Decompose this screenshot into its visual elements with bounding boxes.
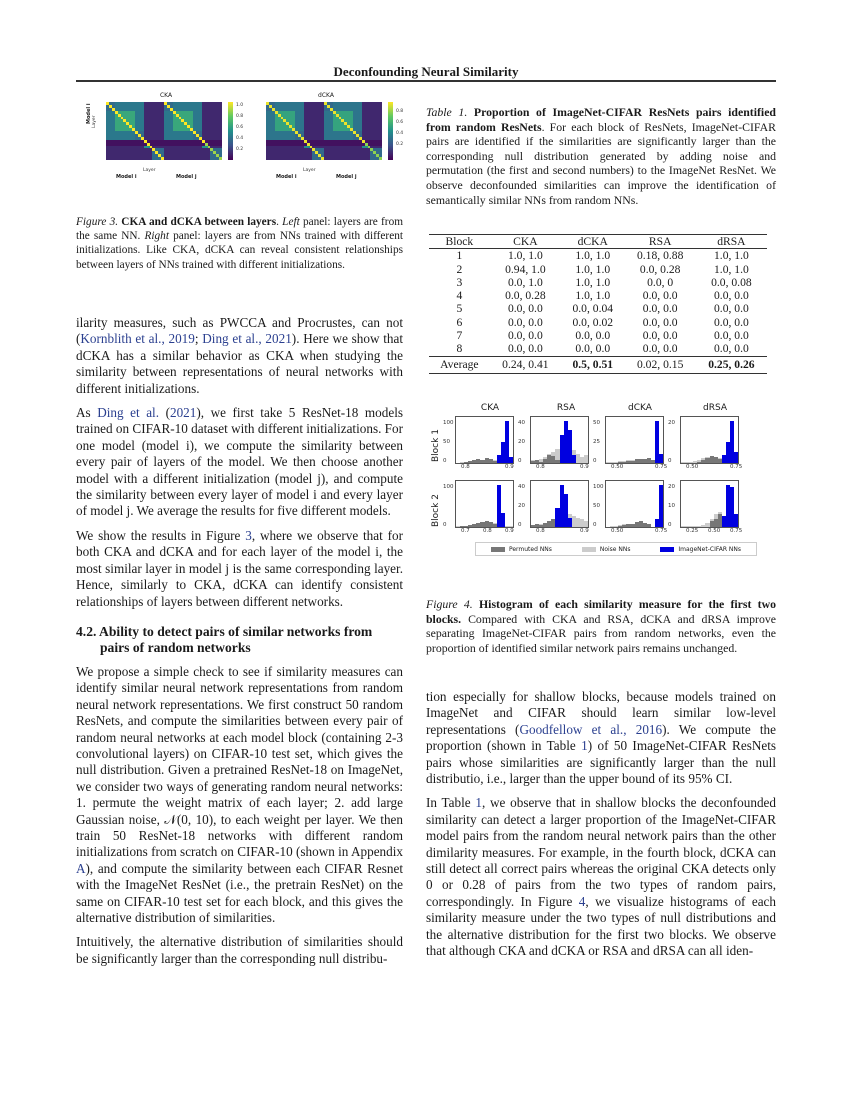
histogram-panel xyxy=(530,480,589,528)
heatmap-title: dCKA xyxy=(318,92,334,99)
table-row: 2 0.94, 1.0 1.0, 1.0 0.0, 0.28 1.0, 1.0 xyxy=(456,262,749,276)
paragraph: In Table 1, we observe that in shallow blocks the deconfounded similarity can detect a larger proportion of the ImageNet-CIFAR model pairs from the random neural network pairs than the other dimilarity measures. For example, in the fourth block, dCKA can still detect all correct pairs whereas the original CKA detects only 0 or 0.28 of pairs from the two types of random pairs, correspondingly. In Figure 4, we visualize histograms of each similarity measure under the two types of null distributions and the alternative distribution for the first two blocks. We observe that although CKA and dCKA or RSA and dRSA can all iden- xyxy=(426,795,777,959)
x-tick-label: 0.9 xyxy=(505,528,514,534)
column-title: dCKA xyxy=(628,403,652,413)
swatch xyxy=(582,547,596,552)
y-axis-label-layer: Layer xyxy=(92,115,97,128)
left-column-body xyxy=(76,315,403,975)
dcka-heatmap xyxy=(266,102,382,160)
y-tick-label: 0 xyxy=(518,522,522,528)
y-tick-label: 100 xyxy=(443,420,454,426)
histogram-panel xyxy=(530,416,589,464)
y-tick-label: 25 xyxy=(593,439,600,445)
table-row: 3 0.0, 1.0 1.0, 1.0 0.0, 0 0.0, 0.08 xyxy=(456,275,752,289)
colorbar xyxy=(388,102,393,160)
table-row: 7 0.0, 0.0 0.0, 0.0 0.0, 0.0 0.0, 0.0 xyxy=(456,329,749,343)
y-tick-label: 40 xyxy=(518,420,525,426)
y-tick-label: 100 xyxy=(443,484,454,490)
y-tick-label: 50 xyxy=(593,503,600,509)
x-axis-label: Layer xyxy=(303,168,316,173)
x-axis-label-model-i: Model i xyxy=(116,174,137,180)
heatmap-panel-cka xyxy=(88,92,253,187)
y-tick-label: 10 xyxy=(668,503,675,509)
table-ref-link[interactable]: 1 xyxy=(581,738,588,754)
running-header: Deconfounding Neural Similarity xyxy=(333,64,519,79)
y-tick-label: 50 xyxy=(443,439,450,445)
y-tick-label: 0 xyxy=(443,458,447,464)
figure-4-caption: Figure 4. Histogram of each similarity measure for the first two blocks. Compared with CKA and RSA, dCKA and dRSA improve separating ImageNet-CIFAR pairs from random networks, even the proportion of identified similar network pairs remains unchanged. xyxy=(426,597,777,655)
table-average-row: Average 0.24, 0.41 0.5, 0.51 0.02, 0.15 0.25, 0.26 xyxy=(429,356,767,373)
table-header-row: Block CKA dCKA RSA dRSA xyxy=(429,235,767,249)
x-tick-label: 0.7 xyxy=(461,528,470,534)
citation-link[interactable]: Kornblith et al., 2019 xyxy=(80,331,195,347)
paragraph: Intuitively, the alternative distribution of similarities should be significantly larger than the corresponding null distribu- xyxy=(76,934,403,966)
y-tick-label: 0 xyxy=(668,458,672,464)
x-tick-label: 0.9 xyxy=(580,528,589,534)
x-tick-label: 0.50 xyxy=(686,464,699,470)
section-heading: 4.2. Ability to detect pairs of similar networks from pairs of random networks xyxy=(76,623,373,655)
column-title: RSA xyxy=(556,403,576,413)
paragraph: We show the results in Figure 3, where we observe that for both CKA and dCKA and for each layer of the model i, the most similar layer in model j is the same corresponding layer. Hence, similarly to CKA, dCKA can identify consistent relationships of layers between different networks. xyxy=(76,527,403,609)
legend-item-noise: Noise NNs xyxy=(582,546,631,553)
citation-link[interactable]: Goodfellow et al., 2016 xyxy=(519,721,663,737)
x-tick-label: 0.75 xyxy=(655,464,668,470)
x-tick-label: 0.50 xyxy=(708,528,721,534)
y-tick-label: 0 xyxy=(443,522,447,528)
x-tick-label: 0.8 xyxy=(483,528,492,534)
y-axis-label-model: Model i xyxy=(86,103,92,124)
y-tick-label: 40 xyxy=(518,484,525,490)
x-tick-label: 0.50 xyxy=(611,528,624,534)
y-tick-label: 20 xyxy=(518,503,525,509)
x-tick-label: 0.25 xyxy=(686,528,699,534)
paragraph: tion especially for shallow blocks, because models trained on ImageNet and CIFAR should learn similar low-level representations (Goodfellow et al., 2016). We compute the proportion (shown in Table 1) of 50 ImageNet-CIFAR ResNets pairs whose similarities are significantly larger than the null distributio, i.e., larger than the upper bound of its 95% CI. xyxy=(426,689,777,787)
y-tick-label: 0 xyxy=(593,522,597,528)
y-tick-label: 20 xyxy=(668,484,675,490)
y-tick-label: 50 xyxy=(593,420,600,426)
histogram-panel xyxy=(455,416,514,464)
cka-heatmap xyxy=(106,102,222,160)
paragraph: As Ding et al. (2021), we first take 5 ResNet-18 models trained on CIFAR-10 dataset with different initializations. For one model (model i), we compute the similarity between every pair of layers of the model. We then choose another model with a different initialization (model j), and compute the similarity between every layer of model i and every layer of model j. We average the results for five different models. xyxy=(76,405,403,519)
swatch xyxy=(660,547,674,552)
y-tick-label: 0 xyxy=(518,458,522,464)
citation-year-link[interactable]: 2021 xyxy=(169,405,197,421)
colorbar-ticks: 0.8 0.6 0.4 0.2 xyxy=(396,109,404,147)
histogram-panel xyxy=(605,416,664,464)
heatmap-title: CKA xyxy=(159,92,173,99)
x-axis-label: Layer xyxy=(143,168,156,173)
paragraph: We propose a simple check to see if similarity measures can identify similar neural network representations from random neural network representations. We first construct 50 random ResNets, and compute the similarities between every pair of random neural networks at each model block (containing 2-3 convolutional layers) on CIFAR-10 test set, which gives the null distribution. Given a pretrained ResNet-18 on ImageNet, we consider two ways of generating random neural networks: 1. permute the weight matrix of each layer; 2. add large Gaussian noise, 𝒩(0, 10), to each weight per layer. We then train 50 ResNet-18 networks with different random initializations from scratch on CIFAR-10 (shown in Appendix A), and compute the similarity between each CIFAR Resnet with the ImageNet ResNet (i.e., the pretrain ResNet) on the same on CIFAR-10 test set for each block, and this gives the alternative distribution of similarities. xyxy=(76,663,403,925)
table-row: 5 0.0, 0.0 0.0, 0.04 0.0, 0.0 0.0, 0.0 xyxy=(456,302,749,316)
y-tick-label: 20 xyxy=(518,439,525,445)
x-tick-label: 0.9 xyxy=(505,464,514,470)
x-tick-label: 0.75 xyxy=(730,528,743,534)
figure-4 xyxy=(430,400,770,560)
histogram-panel xyxy=(680,416,739,464)
row-label: Block 2 xyxy=(431,494,441,527)
y-tick-label: 0 xyxy=(593,458,597,464)
swatch xyxy=(491,547,505,552)
y-tick-label: 100 xyxy=(593,484,604,490)
colorbar-ticks: 1.0 0.8 0.6 0.4 0.2 xyxy=(236,103,244,152)
histogram-panel xyxy=(605,480,664,528)
table-row: 1 1.0, 1.0 1.0, 1.0 0.18, 0.88 1.0, 1.0 xyxy=(456,249,749,263)
x-tick-label: 0.75 xyxy=(655,528,668,534)
histogram-panel xyxy=(455,480,514,528)
x-tick-label: 0.8 xyxy=(536,528,545,534)
figure-3 xyxy=(88,92,413,187)
x-tick-label: 0.50 xyxy=(611,464,624,470)
x-tick-label: 0.8 xyxy=(536,464,545,470)
x-tick-label: 0.75 xyxy=(730,464,743,470)
figure-ref-link[interactable]: 3 xyxy=(245,527,252,543)
legend-item-imagenet-cifar: ImageNet-CIFAR NNs xyxy=(660,546,741,553)
legend-item-permuted: Permuted NNs xyxy=(491,546,552,553)
table-row: 8 0.0, 0.0 0.0, 0.0 0.0, 0.0 0.0, 0.0 xyxy=(456,342,749,356)
heatmap-panel-dcka xyxy=(248,92,413,187)
paragraph: ilarity measures, such as PWCCA and Procrustes, can not (Kornblith et al., 2019; Ding et al., 2021). Here we show that dCKA has a similar behavior as CKA when studying the similarity between representations of neural networks with different initializations. xyxy=(76,315,403,396)
x-tick-label: 0.8 xyxy=(461,464,470,470)
table-row: 6 0.0, 0.0 0.0, 0.02 0.0, 0.0 0.0, 0.0 xyxy=(456,315,749,329)
table-1 xyxy=(429,234,767,374)
table-1-caption: Table 1. Proportion of ImageNet-CIFAR ResNets pairs identified from random ResNets. For each block of ResNets, ImageNet-CIFAR pairs are identified if the similarities are significantly larger than the corresponding null distribution generated by adding noise and permutation (the first and second numbers) to the ImageNet ResNet. We observe deconfounded similarities can improve the identification of semantically similar NNs from random NNs. xyxy=(426,105,776,207)
figure-3-caption: Figure 3. CKA and dCKA between layers. Left panel: layers are from the same NN. Right panel: layers are from NNs trained with different initializations. Like CKA, dCKA can reveal consistent relationships between layers of NNs trained with different initializations. xyxy=(76,216,404,271)
x-axis-label-model-i: Model i xyxy=(276,174,297,180)
column-title: dRSA xyxy=(702,403,727,413)
colorbar xyxy=(228,102,233,160)
citation-link[interactable]: Ding et al., 2021 xyxy=(202,331,292,347)
column-title: CKA xyxy=(480,403,500,413)
y-tick-label: 20 xyxy=(668,420,675,426)
histogram-panel xyxy=(680,480,739,528)
row-label: Block 1 xyxy=(431,429,441,462)
header-rule xyxy=(76,80,776,82)
table-row: 4 0.0, 0.28 1.0, 1.0 0.0, 0.0 0.0, 0.0 xyxy=(456,289,749,303)
x-tick-label: 0.9 xyxy=(580,464,589,470)
right-column-body xyxy=(426,689,776,968)
x-axis-label-model-j: Model j xyxy=(336,174,357,180)
appendix-ref-link[interactable]: A xyxy=(76,860,86,876)
legend xyxy=(475,542,757,556)
citation-link[interactable]: Ding et al. xyxy=(97,405,160,421)
table-ref-link[interactable]: 1 xyxy=(475,795,482,811)
y-tick-label: 0 xyxy=(668,522,672,528)
x-axis-label-model-j: Model j xyxy=(176,174,197,180)
figure-ref-link[interactable]: 4 xyxy=(578,893,586,909)
